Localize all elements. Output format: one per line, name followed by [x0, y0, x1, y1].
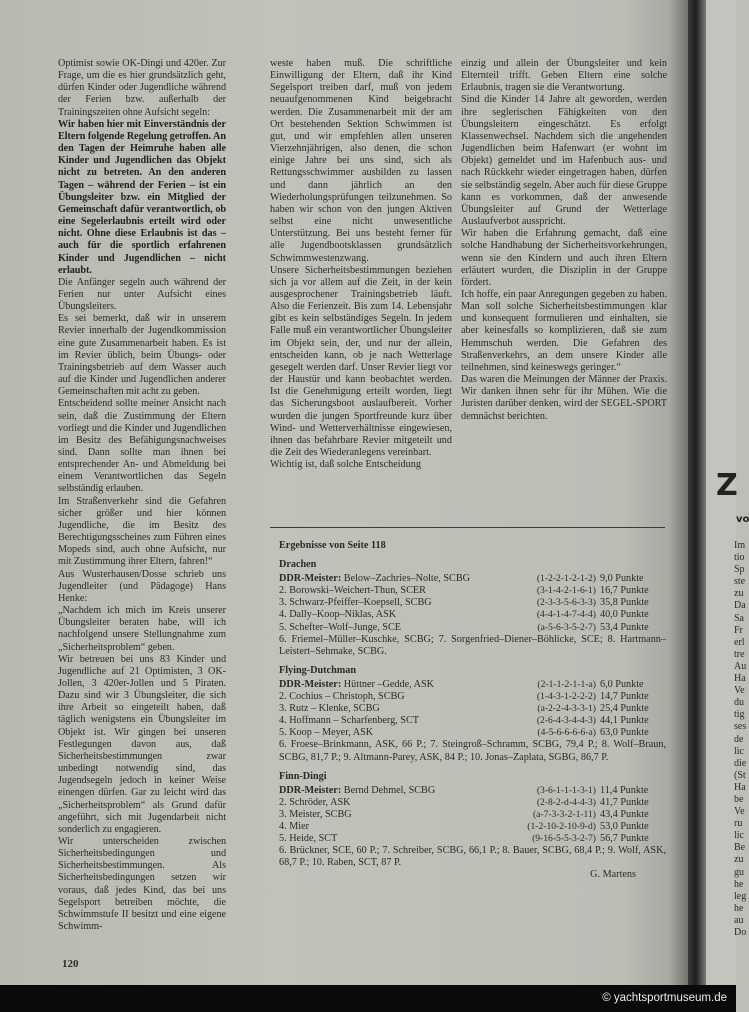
rank: DDR-Meister: [279, 784, 344, 796]
competitor [279, 622, 488, 634]
adjacent-line: gu [734, 866, 744, 878]
adjacent-line: tre [734, 648, 745, 660]
paragraph: Das waren die Meinungen der Männer der Praxis. Wir danken ihnen sehr für ihr Mühen. Wie die Juristen darüber denken, wird der SEGEL-SPORT demnächst berichten. [461, 374, 667, 422]
race-series: (2-3-3-5-6-3-3) [536, 597, 596, 609]
adjacent-line: erl [734, 636, 745, 648]
adjacent-line: Sp [734, 564, 745, 576]
race-series: (1-2-2-1-2-1-2) [536, 573, 596, 585]
points: 53,0 Punkte [600, 820, 649, 832]
competitor-name: Koop – Meyer, ASK [289, 727, 374, 739]
race-series: (1-4-3-1-2-2-2) [536, 691, 596, 703]
adjacent-line: Da [734, 600, 746, 612]
rank: 5. [279, 727, 290, 739]
competitor-name: Bernd Dehmel, SCBG [343, 784, 436, 796]
text-column-1 [58, 58, 226, 933]
competitor-name: Schröder, ASK [289, 796, 351, 808]
rank: 5. [279, 833, 290, 845]
rank: DDR-Meister: [279, 678, 344, 690]
competitor [279, 727, 488, 739]
competitor-name: Schwarz-Pfeiffer–Koepsell, SCBG [289, 597, 432, 609]
paragraph: Es sei bemerkt, daß wir in unserem Revier innerhalb der Jugendkommission eine gute Zusammenarbeit haben. Es ist im Revier üblich, beim Übungs- oder Trainingsbetrieb auf dem Wasser auch auf die Kinder und Jugendlichen anderer Gemeinschaften mit acht zu geben. [58, 313, 226, 398]
adjacent-line: ses [734, 721, 747, 733]
paragraph: Aus Wusterhausen/Dosse schrieb uns Jugendleiter (und Pädagoge) Hans Henke: [58, 568, 226, 604]
result-row [279, 785, 666, 797]
points: 43,4 Punkte [600, 808, 649, 820]
paragraph: Wir unterscheiden zwischen Sicherheitsbedingungen und Sicherheitsbestimmungen. Als Sicherheitsbedingungen setzen wir voraus, daß jedes Kind, das bei uns Segelsport betreiben möchte, die Schwimmstufe II besitzt und eine eigene Schwimm- [58, 836, 226, 933]
result-row [279, 833, 666, 845]
race-series: (3-6-1-1-1-3-1) [536, 784, 596, 796]
adjacent-line: zu [734, 854, 744, 866]
adjacent-line: ste [734, 576, 746, 588]
competitor-name: Schefter–Wolf–Junge, SCE [289, 621, 401, 633]
points: 53,4 Punkte [600, 621, 649, 633]
adjacent-line: tig [734, 709, 745, 721]
competitor-name: Hoffmann – Scharfenberg, SCT [289, 715, 419, 727]
points: 56,7 Punkte [600, 833, 649, 845]
adjacent-line: Au [734, 660, 747, 672]
adjacent-line: Ve [734, 685, 745, 697]
result-row [279, 797, 666, 809]
page-number: 120 [62, 958, 79, 970]
competitor-name: Hüttner –Gedde, ASK [343, 678, 435, 690]
result-row [279, 679, 666, 691]
result-row [279, 727, 666, 739]
paragraph: Wichtig ist, daß solche Entscheidung [270, 459, 421, 471]
result-row [279, 821, 666, 833]
competitor-name: Borowski–Weichert-Thun, SCER [289, 585, 426, 597]
competitor-name: Rutz – Klenke, SCBG [289, 703, 380, 715]
competitor-name: Mier [289, 820, 309, 832]
race-series: (a-7-3-3-2-1-11) [532, 808, 596, 820]
adjacent-line: lic [734, 745, 744, 757]
adjacent-line: ru [734, 818, 743, 830]
rank: 4. [279, 820, 290, 832]
competitor [279, 821, 488, 833]
competitor [279, 691, 488, 703]
competitor-name: Meister, SCBG [289, 808, 352, 820]
rank: 3. [279, 597, 290, 609]
other-placings: 6. Froese–Brinkmann, ASK, 66 P.; 7. Steingroß–Schramm, SCBG, 79,4 P.; 8. Wolf–Braun, SCBG, 81,7 P.; 9. Altmann-Parey, ASK, 84 P.; 10. Jonas–Zaplata, SGBG, 86,7 P. [279, 739, 666, 763]
points: 16,7 Punkte [600, 585, 649, 597]
race-series: (a-5-6-3-5-2-7) [537, 621, 596, 633]
race-series: (9-16-5-5-3-2-7) [532, 833, 596, 845]
adjacent-line: he [734, 902, 744, 914]
copyright-text: © yachtsportmuseum.de [602, 992, 727, 1004]
result-row [279, 691, 666, 703]
paragraph: Ich hoffe, ein paar Anregungen gegeben zu haben. Man soll solche Sicherheitsbestimmungen klar und konsequent formulieren und einhalten, sie aber keinesfalls so komplizieren, daß sie zum Hemmschuh werden. Die Gefahren des Straßenverkehrs, an dem unsere Kinder alle teilnehmen, sind keineswegs geringer.“ [461, 288, 667, 373]
points: 63,0 Punkte [600, 727, 649, 739]
result-row [279, 703, 666, 715]
competitor [279, 785, 488, 797]
rank: 3. [279, 703, 290, 715]
race-series: (3-1-4-2-1-6-1) [536, 585, 596, 597]
competitor-name: Heide, SCT [289, 833, 338, 845]
points: 35,8 Punkte [600, 597, 649, 609]
paragraph: Wir haben die Erfahrung gemacht, daß eine solche Handhabung der Sicherheitsvorkehrungen, wenn sie den Kindern und auch ihren Eltern erläutert wurden, die Disziplin in der Gruppe fördert. [461, 228, 667, 288]
adjacent-line: zu [734, 588, 744, 600]
points: 14,7 Punkte [600, 691, 649, 703]
competitor [279, 833, 488, 845]
class-heading: Flying-Dutchman [279, 664, 356, 676]
adjacent-line: de [734, 733, 744, 745]
points: 44,1 Punkte [600, 715, 649, 727]
adjacent-line: (St [734, 769, 746, 781]
adjacent-line: du [734, 697, 744, 709]
paragraph: Entscheidend sollte meiner Ansicht nach sein, daß die Zustimmung der Eltern vorliegt und die Kinder und Jugendlichen im Besitz des Befähigungsnachweises sind. Dann sollte man ihnen bei entsprechender An- und Abmeldung bei einem Verantwortlichen das Segeln selbständig erlauben. [58, 398, 226, 495]
adjacent-line: Ha [734, 673, 746, 685]
section-divider [270, 527, 665, 528]
competitor [279, 679, 488, 691]
adjacent-line: Im [734, 540, 746, 551]
adjacent-line: he [734, 878, 744, 890]
rank: 4. [279, 609, 290, 621]
paragraph: Wir betreuen bei uns 83 Kinder und Jugendliche auf 21 Optimisten, 3 OK-Jollen, 3 420er-Jollen und 5 Piraten. Dazu sind wir 3 Übungsleiter, die sich ihre Arbeit so eingeteilt haben, daß täglich wenigstens ein Übungsleiter im Objekt ist. Wir gingen bei unseren Festlegungen davon aus, daß Sicherheitsbestimmungen zwar unbedingt notwendig sind, das Jugendsegeln jedoch in keiner Weise einengen dürfen. Gar zu leicht wird das „Sicherheitsproblem“ als Grund dafür angeführt, sich mit Jugendarbeit nicht sonderlich zu engagieren. [58, 653, 226, 835]
results-section [279, 540, 666, 881]
adjacent-line: Fr [734, 624, 743, 636]
competitor [279, 715, 488, 727]
rank: 2. [279, 691, 290, 703]
race-series: (4-4-1-4-7-4-4) [536, 609, 596, 621]
rank: 4. [279, 715, 290, 727]
result-row [279, 809, 666, 821]
paragraph: Sind die Kinder 14 Jahre alt geworden, werden ihre seglerischen Fähigkeiten von den Übungsleitern eingeschätzt. Es erfolgt Klassenwechsel. Nachdem sich die angehenden Jugendlichen beim Hafenwart (er wohnt im Objekt) gemeldet und im Hafenbuch aus- und nach Rückkehr wieder eingetragen haben, dürfen sie selbständig segeln. Aber auch für diese Gruppe kann es vorkommen, daß der anwesende Übungsleiter auf Grund der Wetterlage Auslaufverbot ausspricht. [461, 94, 667, 228]
race-series: (2-6-4-3-4-4-3) [536, 715, 596, 727]
page-gutter [688, 0, 708, 985]
competitor [279, 585, 488, 597]
race-series: (2-8-2-d-4-4-3) [536, 796, 596, 808]
points: 25,4 Punkte [600, 703, 649, 715]
competitor [279, 573, 488, 585]
adjacent-line: be [734, 793, 744, 805]
race-series: (1-2-10-2-10-9-d) [527, 820, 596, 832]
adjacent-line: Ve [734, 806, 745, 818]
text-column-3 [461, 58, 667, 423]
points: 40,0 Punkte [600, 609, 649, 621]
points: 6,0 Punkte [600, 678, 644, 690]
rank: 5. [279, 621, 290, 633]
adjacent-line: Do [734, 927, 747, 938]
race-series: (4-5-6-6-6-6-a) [537, 727, 596, 739]
class-heading: Finn-Dingi [279, 770, 327, 782]
rank: 2. [279, 796, 290, 808]
competitor [279, 797, 488, 809]
result-row [279, 622, 666, 634]
rank: DDR-Meister: [279, 573, 344, 585]
race-series: (2-1-1-2-1-1-a) [537, 678, 596, 690]
adjacent-line: leg [734, 890, 747, 902]
adjacent-line: tio [734, 552, 745, 564]
adjacent-line: Ha [734, 781, 746, 793]
result-row [279, 715, 666, 727]
paragraph: Optimist sowie OK-Dingi und 420er. Zur Frage, um die es hier grundsätzlich geht, dürfen Kinder oder Jugendliche während der Ferien bzw. außerhalb der Trainingszeiten ohne Aufsicht segeln: [58, 58, 226, 118]
paragraph: Wir haben hier mit Einverständnis der Eltern folgende Regelung getroffen. An den Tagen der Heimruhe haben alle Kinder und Jugendlichen das Objekt nicht zu betreten. An den anderen Tagen – während der Ferien – ist ein Übungsleiter bzw. ein Mitglied der Gemeinschaft dafür verantwortlich, ob eine Segelerlaubnis erteilt wird oder nicht. Ohne diese Erlaubnis ist das – auch für die sportlich erfahrenen Kinder und Jugendlichen – nicht erlaubt. [58, 118, 226, 276]
result-row [279, 585, 666, 597]
result-row [279, 597, 666, 609]
paragraph: Im Straßenverkehr sind die Gefahren sicher größer und hier können Jugendliche, die im Besitz des Berechtigungsscheines zum Führen eines Mopeds sind, auch ohne Aufsicht, nur mit Zustimmung ihrer Eltern, fahren!“ [58, 495, 226, 568]
adjacent-line: die [734, 757, 747, 769]
competitor-name: Dally–Koop–Niklas, ASK [289, 609, 397, 621]
adjacent-line: Be [734, 842, 746, 854]
other-placings: 6. Friemel–Müller–Kuschke, SCBG; 7. Sorgenfried–Diener–Böhlicke, SCE; 8. Hartmann–Leistert–Sehmake, SCBG. [279, 633, 666, 657]
results-title: Ergebnisse von Seite 118 [279, 540, 386, 551]
author: G. Martens [590, 869, 636, 881]
result-row [279, 573, 666, 585]
adjacent-line: lic [734, 830, 744, 842]
adjacent-subheading: vo [736, 514, 749, 525]
adjacent-line: au [734, 914, 744, 926]
paragraph: Unsere Sicherheitsbestimmungen beziehen sich ja vor allem auf die Zeit, in der kein ausgesprochener Trainingsbetrieb läuft. Also die Ferienzeit. Bis zum 14. Lebensjahr gibt es kein selbständiges Segeln. In jedem Falle muß ein verantwortlicher Übungsleiter im Objekt sein, der, und nur der allein, entscheiden kann, ob je nach Wetterlage gesegelt werden darf. Unser Revier liegt vor der Haustür und kann beobachtet werden. Ist die Genehmigung erteilt worden, liegt das Sicherungsboot auslaufbereit. Vorher wurden die jungen Sportfreunde kurz über Wind- und Wetterverhältnisse eingewiesen, ihnen das befahrbare Revier mitgeteilt und die Zeit des Wiederanlegens vereinbart. [270, 264, 452, 458]
rank: 2. [279, 585, 290, 597]
points: 11,4 Punkte [600, 784, 649, 796]
competitor [279, 609, 488, 621]
paragraph: Die Anfänger segeln auch während der Ferien nur unter Aufsicht eines Übungsleiters. [58, 276, 226, 313]
points: 41,7 Punkte [600, 796, 649, 808]
paragraph: weste haben muß. Die schriftliche Einwilligung der Eltern, daß ihr Kind Segelsport treiben darf, muß von jedem neuaufgenommenen Kind beigebracht werden. Die Zusammenarbeit mit der am Ort bestehenden Sektion Schwimmen ist gut, und wir empfehlen allen unseren Vierzehnjährigen, also denen, die schon einige Jahre bei uns sind, sich als Rettungsschwimmer ausbilden zu lassen und dann jährlich an den Wiederholungsprüfungen teilzunehmen. So haben wir schon von den jungen Aktiven selbst eine nicht unwesentliche Unterstützung. Bei uns besteht ferner für alle Jugendbootsklassen grundsätzlich Schwimmwestenzwang. [270, 58, 452, 264]
competitor [279, 809, 488, 821]
race-series: (a-2-2-4-3-3-1) [537, 703, 596, 715]
competitor [279, 703, 488, 715]
other-placings: 6. Brückner, SCE, 60 P.; 7. Schreiber, SCBG, 66,1 P.; 8. Bauer, SCBG, 68,4 P.; 9. Wolf, ASK, 68,7 P.; 10. Raben, SCT, 87 P. [279, 845, 666, 869]
class-heading: Drachen [279, 559, 317, 571]
paragraph: einzig und allein der Übungsleiter und kein Elternteil trifft. Geben Eltern eine solche Erlaubnis, tragen sie die Verantwortung. [461, 58, 667, 94]
text-column-2 [270, 58, 452, 471]
points: 9,0 Punkte [600, 573, 644, 585]
adjacent-text [734, 540, 746, 939]
footer-bar [0, 985, 736, 1012]
adjacent-heading: Z [716, 468, 738, 503]
adjacent-page [706, 0, 749, 985]
competitor-name: Below–Zachries–Nolte, SCBG [343, 573, 470, 585]
competitor-name: Cochius – Christoph, SCBG [289, 691, 405, 703]
paragraph: „Nachdem ich mich im Kreis unserer Übungsleiter beraten habe, will ich nachfolgend unsere Stellungnahme zum „Sicherheitsproblem“ geben. [58, 605, 226, 653]
result-row [279, 609, 666, 621]
competitor [279, 597, 488, 609]
adjacent-line: Sa [734, 612, 744, 624]
rank: 3. [279, 808, 290, 820]
